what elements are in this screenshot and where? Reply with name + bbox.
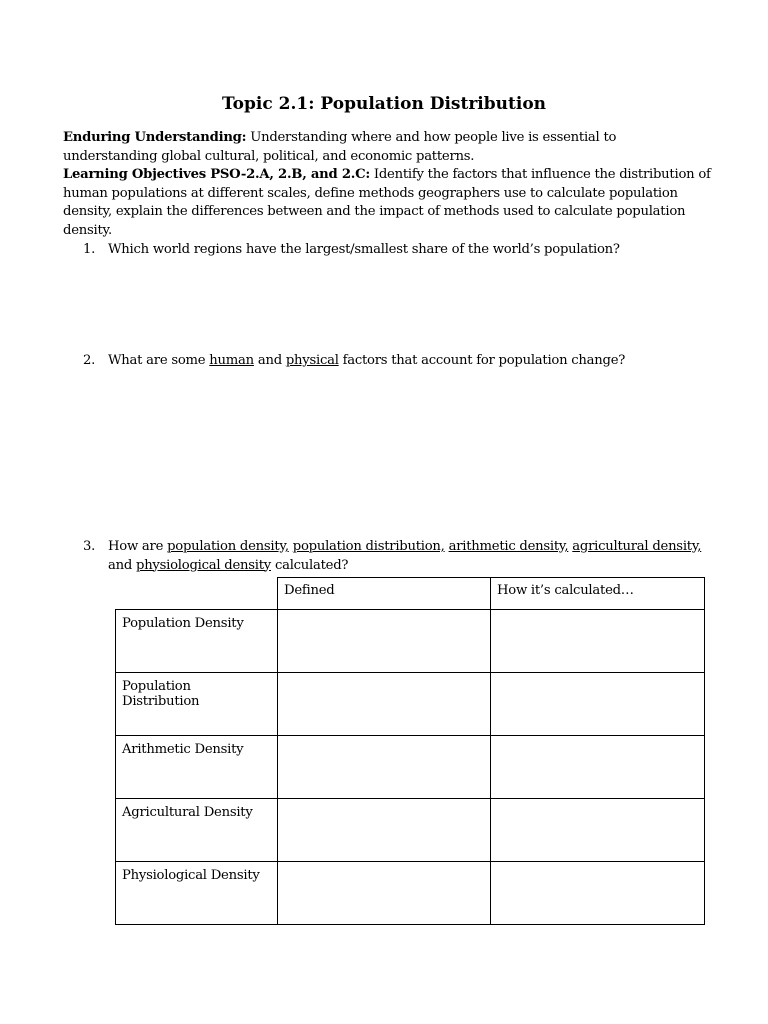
row-label: Physiological Density: [116, 862, 278, 925]
row-label: Population Distribution: [116, 673, 278, 736]
term-human: human: [209, 353, 254, 368]
table-row: [116, 799, 705, 862]
answer-cell-calculated[interactable]: [491, 673, 705, 736]
term-population-density: population density,: [167, 539, 289, 554]
question-number: 2.: [83, 353, 96, 368]
term-physiological-density: physiological density: [136, 557, 272, 573]
question-number: 3.: [83, 539, 96, 554]
text-run: How are: [108, 539, 168, 554]
question-2: [83, 352, 723, 371]
objectives-label: Learning Objectives PSO-2.A, 2.B, and 2.C:: [63, 167, 370, 182]
text-run: What are some: [108, 353, 210, 368]
enduring-text: Understanding where and how people live is essential to understanding global cultural, political, and economic patterns.: [63, 130, 617, 164]
question-text: Which world regions have the largest/smallest share of the world’s population?: [108, 242, 620, 257]
answer-cell-calculated[interactable]: [491, 610, 705, 673]
text-run: and: [253, 353, 286, 368]
enduring-label: Enduring Understanding:: [63, 130, 247, 145]
row-label: Agricultural Density: [116, 799, 278, 862]
answer-cell-defined[interactable]: [278, 673, 491, 736]
objectives-text: Identify the factors that influence the distribution of human populations at different scales, define methods geographers use to calculate population density, explain the differences between and the impact of methods used to calculate population density.: [63, 167, 711, 238]
intro-section: [63, 129, 713, 240]
header-how-calculated: How it’s calculated…: [491, 578, 705, 610]
answer-cell-calculated[interactable]: [491, 862, 705, 925]
learning-objectives: [63, 166, 713, 240]
table-row: [116, 862, 705, 925]
row-label: Population Density: [116, 610, 278, 673]
term-population-distribution: population distribution,: [292, 539, 445, 554]
question-text: [108, 538, 723, 575]
table-header-row: [116, 578, 705, 610]
enduring-understanding: [63, 129, 713, 166]
text-run: factors that account for population change?: [338, 353, 626, 368]
question-number: 1.: [83, 242, 96, 257]
header-defined: Defined: [278, 578, 491, 610]
term-agricultural-density: agricultural density,: [572, 539, 702, 554]
answer-cell-defined[interactable]: [278, 610, 491, 673]
answer-cell-calculated[interactable]: [491, 736, 705, 799]
text-run: and: [108, 557, 136, 573]
table-row: [116, 673, 705, 736]
question-1: [83, 241, 723, 260]
question-text: [108, 352, 723, 371]
answer-cell-defined[interactable]: [278, 799, 491, 862]
answer-cell-defined[interactable]: [278, 862, 491, 925]
question-3: [83, 538, 723, 575]
answer-cell-defined[interactable]: [278, 736, 491, 799]
table-corner-cell: [116, 578, 278, 610]
term-arithmetic-density: arithmetic density,: [448, 539, 569, 554]
page-title: Topic 2.1: Population Distribution: [221, 94, 547, 114]
answer-cell-calculated[interactable]: [491, 799, 705, 862]
text-run: calculated?: [271, 557, 349, 573]
row-label: Arithmetic Density: [116, 736, 278, 799]
term-physical: physical: [285, 353, 339, 368]
density-table: [115, 577, 705, 925]
table-row: [116, 610, 705, 673]
table-row: [116, 736, 705, 799]
